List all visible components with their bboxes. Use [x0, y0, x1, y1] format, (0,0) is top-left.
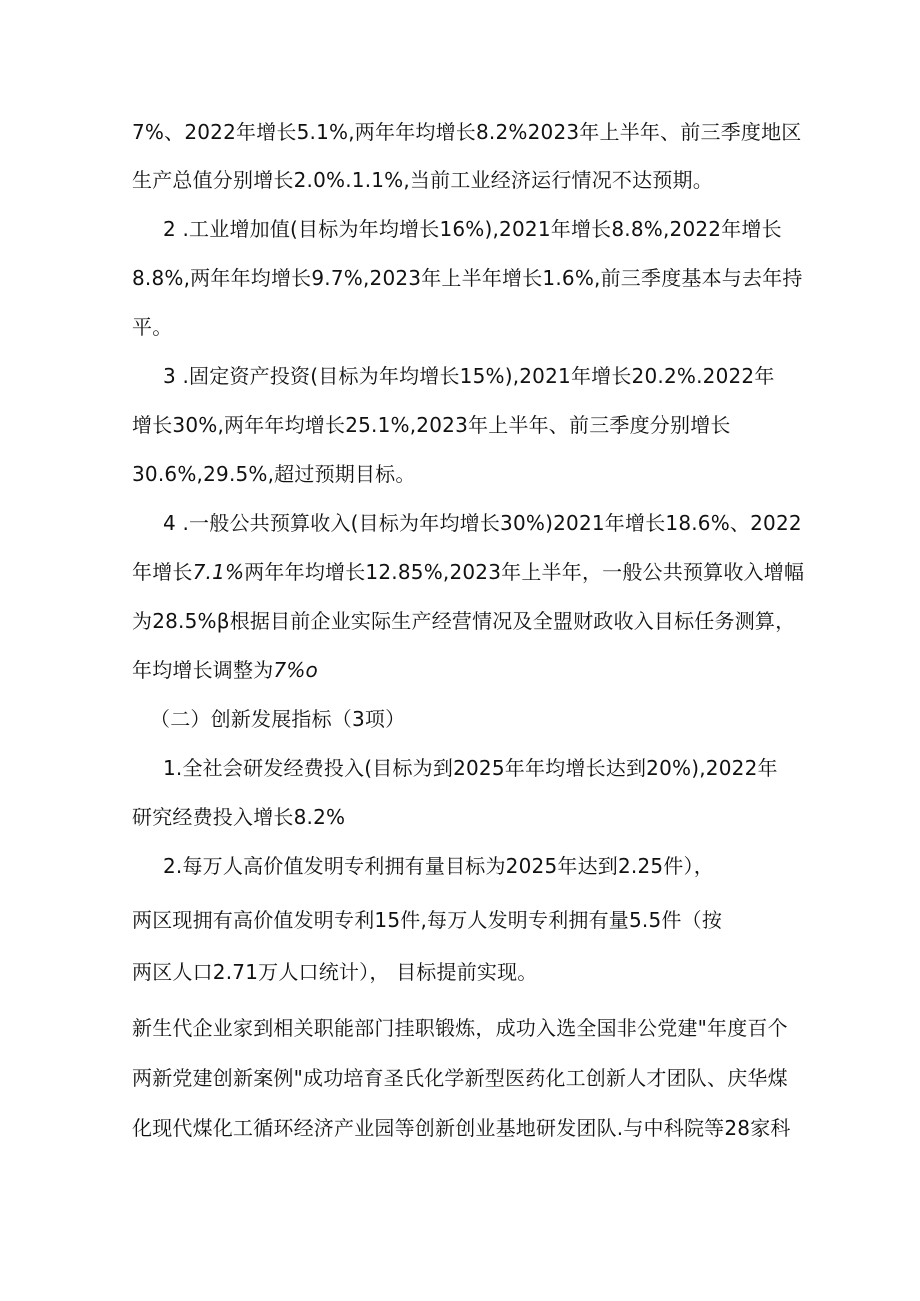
paragraph-line: 4 .一般公共预算收入(目标为年均增长30%)2021年增长18.6%、2022: [163, 511, 802, 535]
paragraph-line: 两新党建创新案例"成功培育圣氏化学新型医药化工创新人才团队、庆华煤: [132, 1066, 788, 1090]
paragraph-line: [132, 656, 318, 684]
paragraph-line: 增长30%,两年年均增长25.1%,2023年上半年、前三季度分别增长: [132, 413, 731, 437]
line-text-after: 两年年均增长12.85%,2023年上半年，一般公共预算收入增幅: [244, 560, 805, 584]
paragraph-line: 两区现拥有高价值发明专利15件,每万人发明专利拥有量5.5件（按: [132, 908, 723, 932]
paragraph-line: 生产总值分别增长2.0%.1.1%,当前工业经济运行情况不达预期。: [132, 168, 713, 192]
paragraph-line: 化现代煤化工循环经济产业园等创新创业基地研发团队.与中科院等28家科: [132, 1116, 791, 1140]
paragraph-line: [132, 558, 804, 586]
paragraph-line: 1.全社会研发经费投入(目标为到2025年年均增长达到20%),2022年: [163, 756, 778, 780]
paragraph-line: 7%、2022年增长5.1%,两年年均增长8.2%2023年上半年、前三季度地区: [132, 120, 802, 144]
paragraph-line: 研究经费投入增长8.2%: [132, 805, 346, 829]
paragraph-line: 30.6%,29.5%,超过预期目标。: [132, 462, 416, 486]
paragraph-line: 2.每万人高价值发明专利拥有量目标为2025年达到2.25件），: [163, 854, 714, 878]
paragraph-line: 8.8%,两年年均增长9.7%,2023年上半年增长1.6%,前三季度基本与去年持: [132, 266, 803, 290]
paragraph-line: 两区人口2.71万人口统计）， 目标提前实现。: [132, 960, 538, 984]
line-text-before: 年均增长调整为: [132, 658, 274, 682]
line-text-before: 年增长: [132, 560, 193, 584]
paragraph-line: 为28.5%β根据目前企业实际生产经营情况及全盟财政收入目标任务测算，: [132, 609, 796, 633]
paragraph-line: 平。: [132, 315, 173, 339]
paragraph-line: 新生代企业家到相关职能部门挂职锻炼，成功入选全国非公党建"年度百个: [132, 1016, 788, 1040]
section-heading: （二）创新发展指标（3项）: [150, 707, 406, 731]
italic-value: 7.1%: [192, 560, 245, 584]
paragraph-line: 2 .工业增加值(目标为年均增长16%),2021年增长8.8%,2022年增长: [163, 217, 782, 241]
italic-value: 7%o: [273, 658, 318, 682]
paragraph-line: 3 .固定资产投资(目标为年均增长15%),2021年增长20.2%.2022年: [163, 364, 775, 388]
